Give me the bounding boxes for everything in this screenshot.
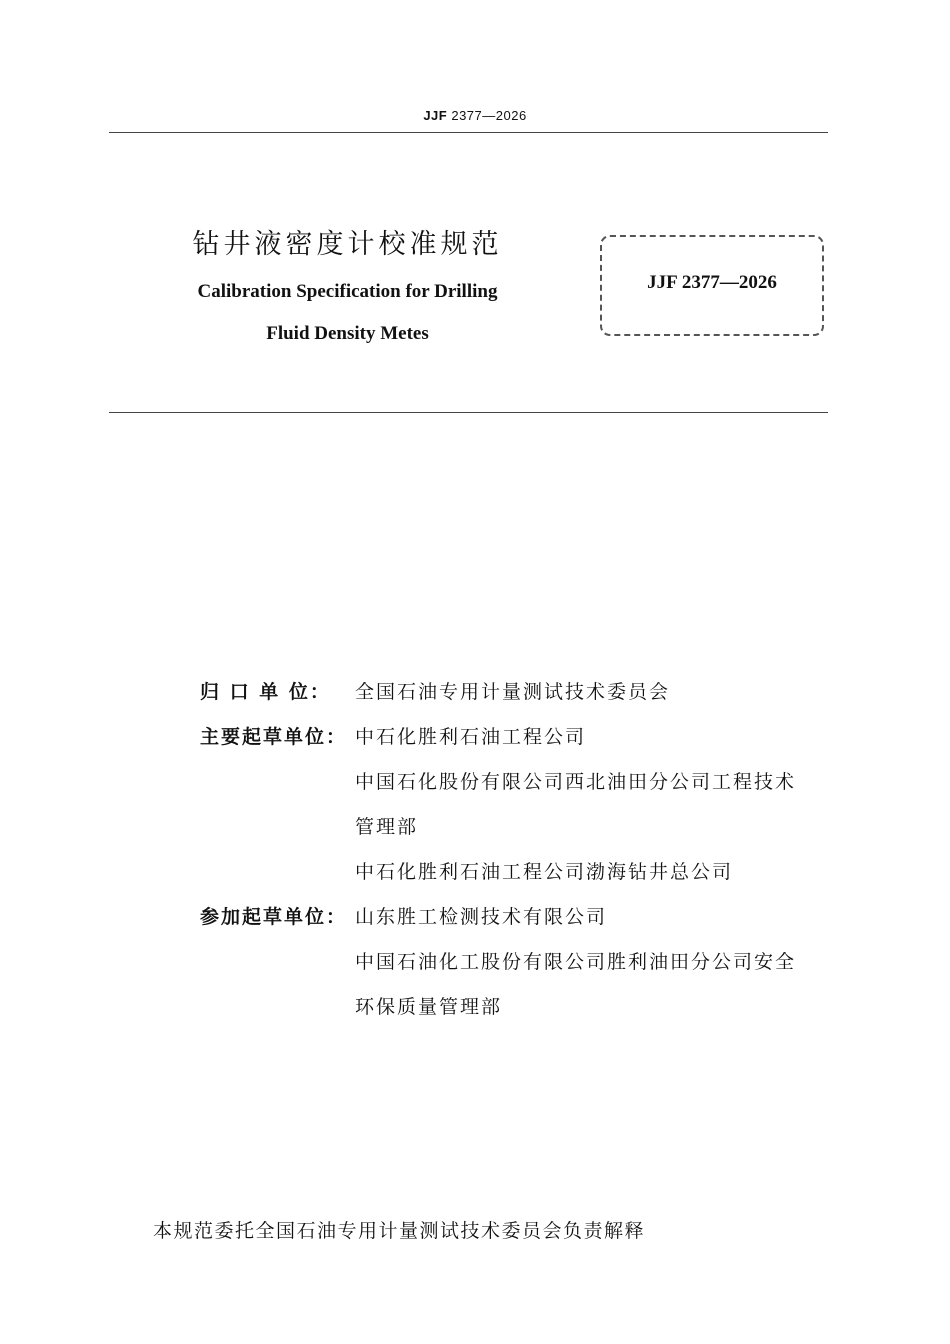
unit-line: 环保质量管理部: [355, 996, 503, 1018]
unit-line: 中石化胜利石油工程公司渤海钻井总公司: [355, 861, 734, 883]
responsible-unit-values: [355, 670, 840, 715]
unit-line: 全国石油专用计量测试技术委员会: [355, 681, 671, 703]
title-chinese: 钻井液密度计校准规范: [192, 229, 503, 260]
drafting-units: [200, 670, 840, 1030]
unit-line: 中国石化股份有限公司西北油田分公司工程技术: [355, 771, 797, 793]
unit-line: 中国石油化工股份有限公司胜利油田分公司安全: [355, 951, 797, 973]
responsible-unit-row: [200, 670, 840, 715]
header-prefix: JJF: [423, 108, 448, 123]
main-drafting-row: [200, 715, 840, 895]
participating-drafting-label: 参加起草单位：: [200, 906, 348, 928]
main-drafting-values: [355, 715, 840, 895]
unit-line: 山东胜工检测技术有限公司: [355, 906, 608, 928]
title-english-line1: Calibration Specification for Drilling: [197, 281, 498, 302]
interpretation-note: 本规范委托全国石油专用计量测试技术委员会负责解释: [153, 1220, 646, 1242]
standard-code-box: [600, 235, 824, 336]
running-header: [0, 108, 950, 123]
participating-drafting-row: [200, 895, 840, 1030]
title-english-line2: Fluid Density Metes: [266, 323, 429, 344]
participating-drafting-values: [355, 895, 840, 1030]
responsible-unit-label: 归 口 单 位：: [200, 681, 331, 703]
main-drafting-label: 主要起草单位：: [200, 726, 348, 748]
unit-line: 管理部: [355, 816, 419, 838]
header-rule: [109, 132, 828, 133]
header-number: 2377—2026: [451, 108, 527, 123]
standard-code: JJF 2377—2026: [647, 271, 777, 293]
unit-line: 中石化胜利石油工程公司: [355, 726, 587, 748]
title-rule: [109, 412, 828, 413]
